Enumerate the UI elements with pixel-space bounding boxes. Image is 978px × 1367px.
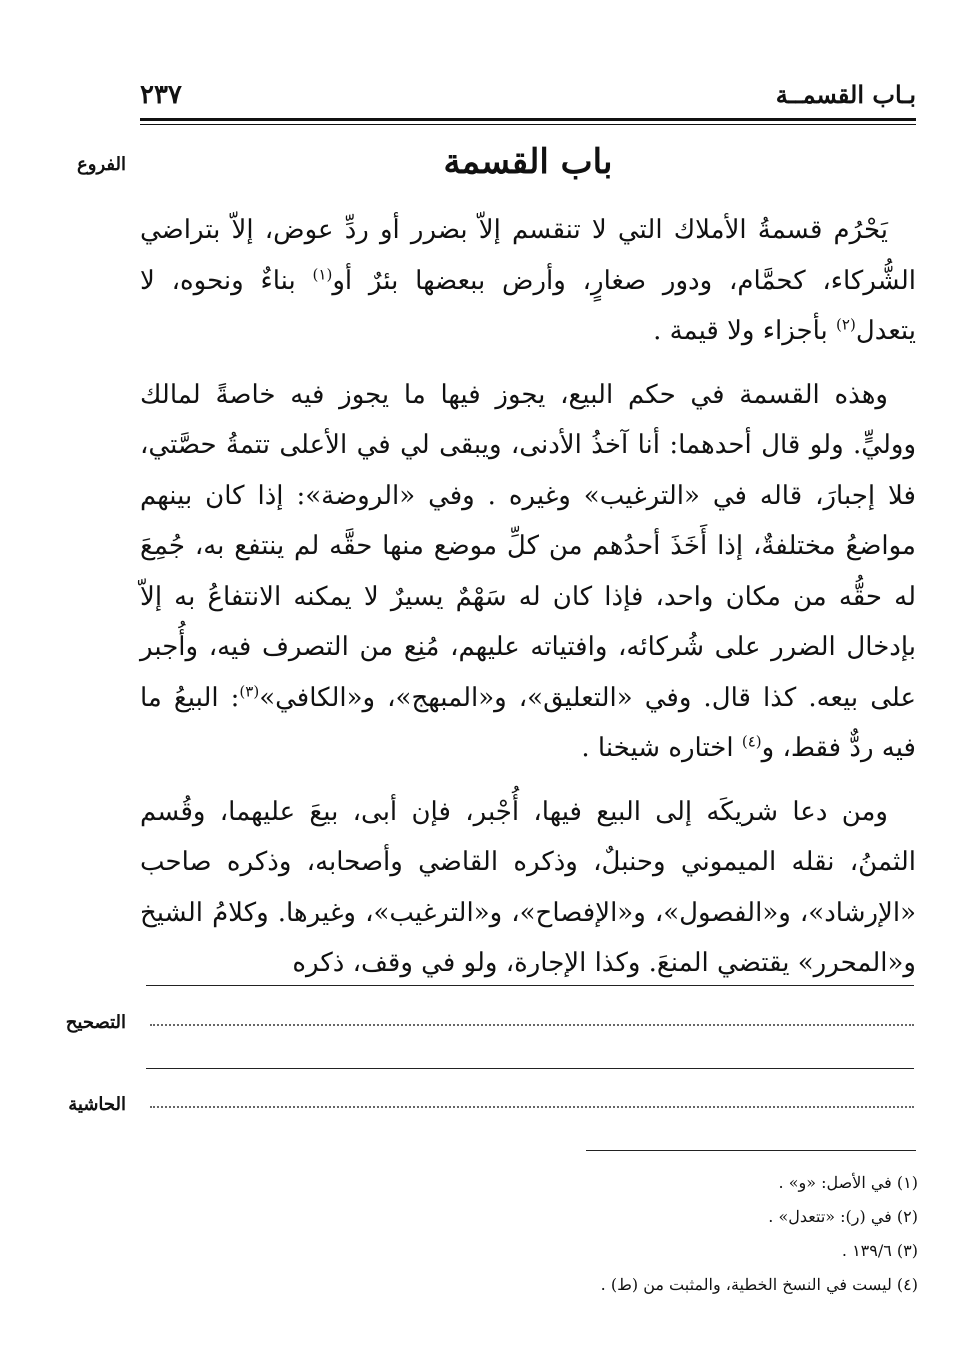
text-run: يَحْرُم قسمةُ الأملاك التي لا تنقسم إلاّ بضرر أو ردِّ عوض، إلاّ بتراضي الشُّركاء، كحمَّام، ودور صغارٍ، وأرض ببعضها بئرٌ أو xyxy=(140,215,916,296)
footnote-ref-2: (٢) xyxy=(836,315,856,334)
main-text xyxy=(140,205,916,1002)
header-rule-thin xyxy=(140,124,916,125)
side-label-hashiya: الحاشية xyxy=(68,1094,126,1115)
footnote-ref-4: (٤) xyxy=(741,732,762,751)
text-run: اختاره شيخنا . xyxy=(581,733,742,763)
footnote: (٢) في (ر): «تتعدل» . xyxy=(768,1207,918,1226)
footnote-rule xyxy=(586,1150,916,1151)
footnote: (١) في الأصل: «و» . xyxy=(778,1173,918,1192)
footnote: (٣) ١٣٩/٦ . xyxy=(841,1241,918,1260)
paragraph-3: ومن دعا شريكَه إلى البيع فيها، أُجْبر، فإن أبى، بيعَ عليهما، وقُسم الثمنُ، نقله الميموني وحنبلٌ، وذكره القاضي وأصحابه، وذكره صاحب «الإرشاد»، و«الفصول»، و«الإفصاح»، و«الترغيب»، وغيرها. وكلامُ الشيخ و«المحرر» يقتضي المنعَ. وكذا الإجارة، ولو في وقف، ذكره xyxy=(140,796,916,978)
text-run: بناءٌ ونحوه، لا يتعدل xyxy=(140,265,916,346)
text-run: وهذه القسمة في حكم البيع، يجوز فيها ما يجوز فيه خاصةً لمالك ووليٍّ. ولو قال أحدهما: أنا آخذُ الأدنى، ويبقى لي في الأعلى تتمةُ حصَّتي، فلا إجبارَ، قاله في «الترغيب» وغيره . وفي «الروضة»: إذا كان بينهم مواضعُ مختلفةٌ، إذا أَخَذَ أحدُهم من كلِّ موضع منها حقَّه لم ينتفع به، جُمِعَ له حقُّه من مكان واحد، فإذا كان له سَهْمٌ يسيرٌ لا يمكنه الانتفاعُ به إلاّ بإدخال الضرر على شُركائه، وافتياته عليهم، مُنِع من التصرف فيه، وأُجبر على بيعه. كذا قال. وفي «التعليق»، و«المبهج»، و«الكافي» xyxy=(140,379,917,713)
text-run: : البيعُ ما فيه ردٌّ فقط، و xyxy=(140,682,916,763)
running-title: بـاب القسمــة xyxy=(775,80,916,109)
footnote-ref-3: (٣) xyxy=(239,681,260,700)
footnotes xyxy=(140,1166,918,1302)
side-label-furu: الفروع xyxy=(77,154,126,175)
footnote-ref-1: (١) xyxy=(312,264,333,283)
tashih-dotted-line xyxy=(150,1024,914,1026)
paragraph-1 xyxy=(140,205,916,357)
footnote: (٤) ليست في النسخ الخطية، والمثبت من (ط) . xyxy=(600,1275,918,1294)
header-rule-thick xyxy=(140,118,916,121)
paragraph-2 xyxy=(140,370,916,774)
page-header xyxy=(140,76,916,116)
separator-rule xyxy=(146,985,914,986)
side-label-tashih: التصحيح xyxy=(65,1012,126,1033)
section-title: باب القسمة xyxy=(443,142,613,182)
text-run: بأجزاء ولا قيمة . xyxy=(653,316,837,346)
separator-rule xyxy=(146,1068,914,1069)
hashiya-dotted-line xyxy=(150,1106,914,1108)
page-number: ٢٣٧ xyxy=(140,80,182,110)
